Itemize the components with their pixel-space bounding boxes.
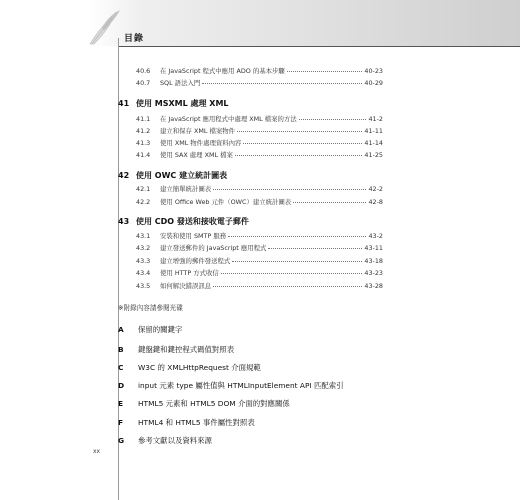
entry-number: 40.6 — [136, 67, 151, 75]
chapter-title: 使用 OWC 建立統計圖表 — [136, 171, 228, 180]
appendix-title: input 元素 type 屬性值與 HTMLInputElement API 匹配索引 — [138, 381, 344, 390]
entry-number: 43.2 — [136, 244, 151, 252]
chapter-heading[interactable] — [118, 216, 249, 227]
header-bar — [0, 0, 520, 46]
appendix-title: HTML5 元素和 HTML5 DOM 介面的對應關係 — [138, 399, 290, 408]
page-number: xx — [93, 448, 101, 455]
entry-number: 43.4 — [136, 269, 151, 277]
appendix-item[interactable] — [118, 435, 212, 446]
appendix-title: HTML4 和 HTML5 事件屬性對照表 — [138, 418, 255, 427]
toc-entry[interactable] — [136, 66, 383, 78]
entry-page: 41-2 — [368, 115, 383, 123]
entry-title: 使用 XML 物件處理資料內容 — [160, 139, 242, 147]
entry-number: 41.1 — [136, 115, 151, 123]
leader-dots — [232, 261, 362, 262]
entry-number: 43.3 — [136, 257, 151, 265]
chapter-heading[interactable] — [118, 170, 227, 181]
appendix-letter: F — [118, 418, 124, 427]
toc-entry[interactable] — [136, 184, 383, 196]
leaf-logo — [82, 6, 126, 46]
leader-dots — [228, 236, 366, 237]
entry-number: 42.1 — [136, 185, 151, 193]
entry-title: 在 JavaScript 應用程式中處理 XML 檔案的方法 — [160, 115, 297, 123]
page-title: 目錄 — [124, 34, 145, 44]
entry-page: 41-25 — [364, 151, 383, 159]
appendix-item[interactable] — [118, 380, 344, 391]
entry-number: 41.2 — [136, 127, 151, 135]
leader-dots — [213, 286, 362, 287]
toc-entry[interactable] — [136, 243, 383, 255]
entry-page: 42-8 — [368, 198, 383, 206]
toc-entry[interactable] — [136, 114, 383, 126]
toc-entry[interactable] — [136, 150, 383, 162]
entry-title: 建立簡單統計圖表 — [160, 185, 212, 193]
appendix-letter: B — [118, 345, 124, 354]
appendix-note: ※附錄內容請參閱光碟 — [118, 304, 183, 312]
appendix-title: 鍵盤鍵和鍵控程式碼值對照表 — [138, 345, 235, 354]
chapter-title: 使用 MSXML 處理 XML — [136, 99, 229, 108]
entry-page: 40-23 — [364, 67, 383, 75]
leader-dots — [235, 155, 363, 156]
entry-page: 42-2 — [368, 185, 383, 193]
chapter-number: 41 — [118, 99, 130, 108]
entry-title: SQL 語法入門 — [160, 79, 201, 87]
entry-page: 41-11 — [364, 127, 383, 135]
toc-entry[interactable] — [136, 256, 383, 268]
appendix-item[interactable] — [118, 344, 234, 355]
entry-number: 42.2 — [136, 198, 151, 206]
leader-dots — [293, 202, 366, 203]
entry-number: 40.7 — [136, 79, 151, 87]
appendix-title: W3C 的 XMLHttpRequest 介面規範 — [138, 363, 261, 372]
leader-dots — [268, 248, 362, 249]
leader-dots — [243, 143, 362, 144]
chapter-number: 43 — [118, 217, 130, 226]
entry-page: 43-11 — [364, 244, 383, 252]
entry-page: 43-2 — [368, 232, 383, 240]
chapter-title: 使用 CDO 發送和接收電子郵件 — [136, 217, 249, 226]
entry-page: 41-14 — [364, 139, 383, 147]
entry-title: 建立發送郵件的 JavaScript 應用程式 — [160, 244, 267, 252]
appendix-letter: A — [118, 325, 124, 334]
appendix-letter: D — [118, 381, 125, 390]
entry-title: 建立和保存 XML 檔案物件 — [160, 127, 236, 135]
header-rule — [118, 46, 520, 47]
entry-number: 41.3 — [136, 139, 151, 147]
appendix-item[interactable] — [118, 398, 290, 409]
entry-title: 如何解決錯誤訊息 — [160, 282, 212, 290]
entry-page: 43-28 — [364, 282, 383, 290]
entry-number: 43.5 — [136, 282, 151, 290]
entry-page: 43-18 — [364, 257, 383, 265]
leader-dots — [299, 119, 367, 120]
toc-entry[interactable] — [136, 138, 383, 150]
entry-page: 40-29 — [364, 79, 383, 87]
appendix-item[interactable] — [118, 324, 182, 335]
toc-entry[interactable] — [136, 268, 383, 280]
entry-number: 41.4 — [136, 151, 151, 159]
entry-title: 使用 Office Web 元件（OWC）建立統計圖表 — [160, 198, 292, 206]
entry-title: 在 JavaScript 程式中應用 ADO 的基本步驟 — [160, 67, 285, 75]
toc-entry[interactable] — [136, 126, 383, 138]
appendix-letter: G — [118, 436, 125, 445]
leader-dots — [202, 83, 362, 84]
appendix-item[interactable] — [118, 417, 255, 428]
entry-title: 建立增強的郵件發送程式 — [160, 257, 231, 265]
toc-entry[interactable] — [136, 231, 383, 243]
entry-title: 使用 SAX 處理 XML 檔案 — [160, 151, 233, 159]
appendix-letter: E — [118, 399, 124, 408]
chapter-heading[interactable] — [118, 98, 229, 109]
entry-title: 使用 HTTP 方式收信 — [160, 269, 219, 277]
leader-dots — [237, 131, 362, 132]
toc-entry[interactable] — [136, 281, 383, 293]
appendix-title: 保留的關鍵字 — [138, 325, 183, 334]
entry-number: 43.1 — [136, 232, 151, 240]
appendix-title: 參考文獻以及資料來源 — [138, 436, 212, 445]
entry-title: 安裝和使用 SMTP 服務 — [160, 232, 227, 240]
leader-dots — [213, 189, 366, 190]
toc-entry[interactable] — [136, 78, 383, 90]
chapter-number: 42 — [118, 171, 130, 180]
appendix-item[interactable] — [118, 362, 261, 373]
toc-entry[interactable] — [136, 197, 383, 209]
leader-dots — [287, 71, 363, 72]
leader-dots — [221, 273, 363, 274]
appendix-letter: C — [118, 363, 124, 372]
entry-page: 43-23 — [364, 269, 383, 277]
